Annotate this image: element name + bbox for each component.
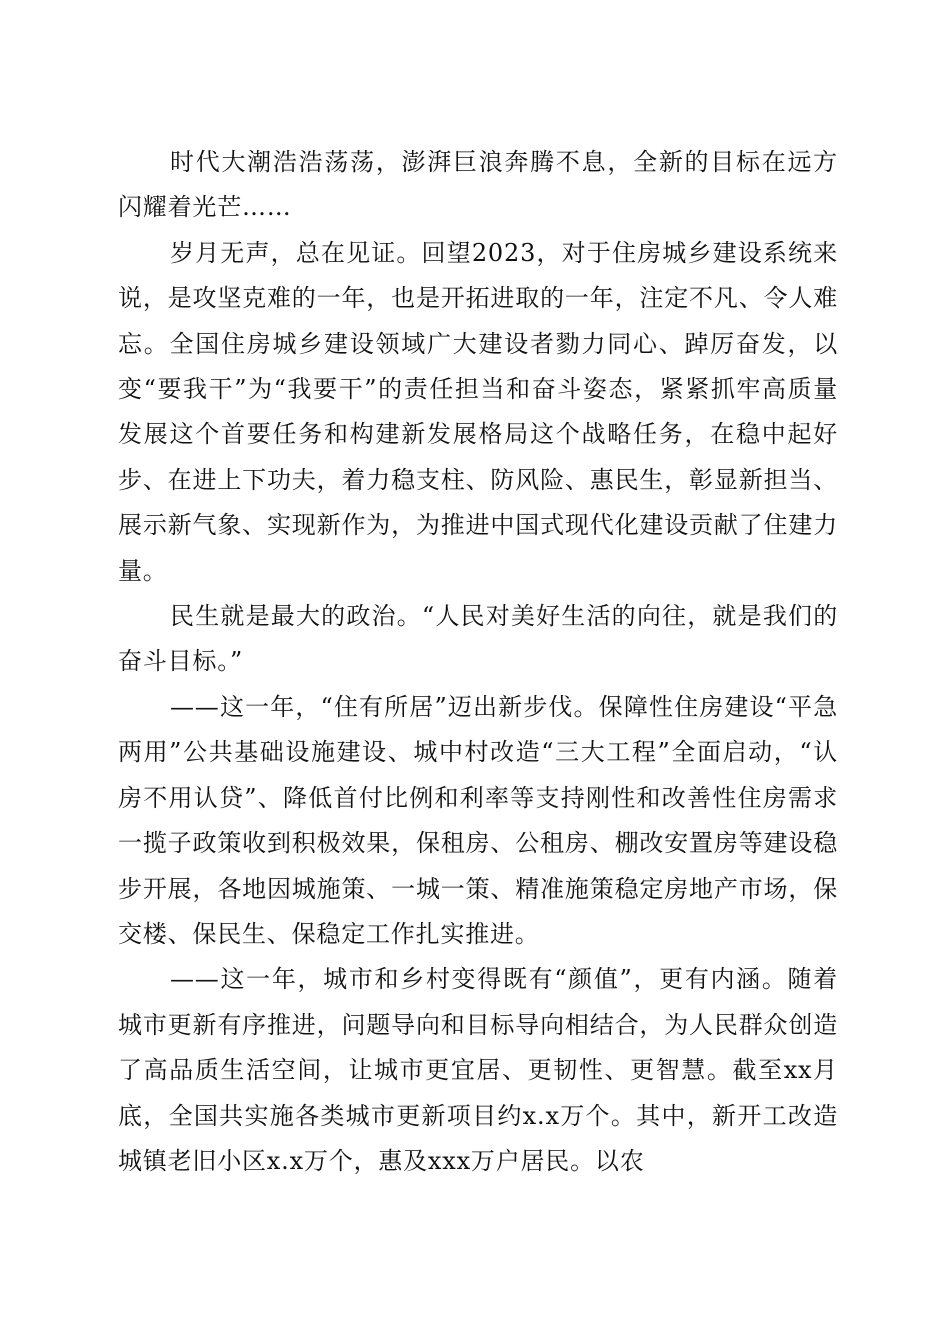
paragraph-housing: ——这一年，“住有所居”迈出新步伐。保障性住房建设“平急两用”公共基础设施建设、城中村改造“三大工程”全面启动，“认房不用认贷”、降低首付比例和利率等支持刚性和改善性住房需求一揽子政策收到积极效果，保租房、公租房、棚改安置房等建设稳步开展，各地因城施策、一城一策、精准施策稳定房地产市场，保交楼、保民生、保稳定工作扎实推进。	[118, 692, 838, 948]
paragraph-urban-rural: ——这一年，城市和乡村变得既有“颜值”，更有内涵。随着城市更新有序推进，问题导向和目标导向相结合，为人民群众创造了高品质生活空间，让城市更宜居、更韧性、更智慧。截至xx月底，全国共实施各类城市更新项目约x.x万个。其中，新开工改造城镇老旧小区x.x万个，惠及xxx万户居民。以农	[118, 965, 838, 1175]
document-body	[118, 140, 838, 1184]
paragraph-opening: 时代大潮浩浩荡荡，澎湃巨浪奔腾不息，全新的目标在远方闪耀着光芒……	[118, 148, 838, 222]
paragraph-livelihood: 民生就是最大的政治。“人民对美好生活的向往，就是我们的奋斗目标。”	[118, 602, 838, 676]
paragraph-review-2023: 岁月无声，总在见证。回望2023，对于住房城乡建设系统来说，是攻坚克难的一年，也是开拓进取的一年，注定不凡、令人难忘。全国住房城乡建设领域广大建设者勠力同心、踔厉奋发，以变“要我干”为“我要干”的责任担当和奋斗姿态，紧紧抓牢高质量发展这个首要任务和构建新发展格局这个战略任务，在稳中起好步、在进上下功夫，着力稳支柱、防风险、惠民生，彰显新担当、展示新气象、实现新作为，为推进中国式现代化建设贡献了住建力量。	[118, 238, 838, 585]
